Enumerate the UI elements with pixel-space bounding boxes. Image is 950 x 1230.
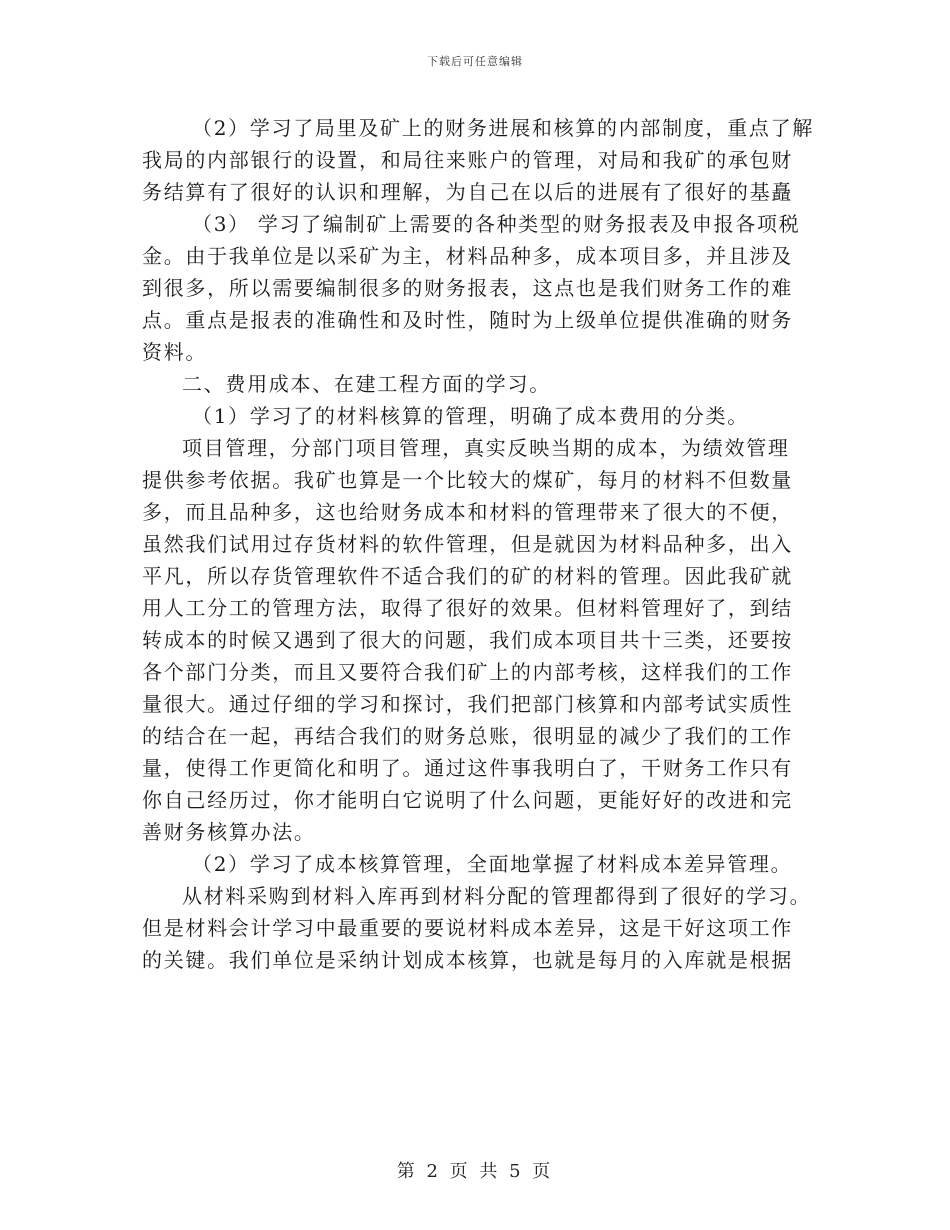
text-line: （1）学习了的材料核算的管理，明确了成本费用的分类。 <box>192 404 749 428</box>
text-line: 量，使得工作更简化和明了。通过这件事我明白了，干财务工作只有 <box>142 756 793 780</box>
text-line: 我局的内部银行的设置，和局往来账户的管理，对局和我矿的承包财 <box>142 148 793 172</box>
text-line: 项目管理，分部门项目管理，真实反映当期的成本，为绩效管理 <box>182 436 790 460</box>
text-line: （2）学习了局里及矿上的财务进展和核算的内部制度，重点了解 <box>192 116 815 140</box>
text-line: 从材料采购到材料入库再到材料分配的管理都得到了很好的学习。 <box>182 884 812 908</box>
page-header: 下载后可任意编辑 <box>427 55 523 68</box>
text-line: 你自己经历过，你才能明白它说明了什么问题，更能好好的改进和完 <box>142 788 793 812</box>
text-line: 金。由于我单位是以采矿为主，材料品种多，成本项目多，并且涉及 <box>142 244 793 268</box>
page-number: 第 2 页 共 5 页 <box>396 1161 554 1182</box>
text-line: 的结合在一起，再结合我们的财务总账，很明显的减少了我们的工作 <box>142 724 793 748</box>
text-line: 用人工分工的管理方法，取得了很好的效果。但材料管理好了，到结 <box>142 596 793 620</box>
text-line: 资料。 <box>142 340 208 364</box>
text-line: 各个部门分类，而且又要符合我们矿上的内部考核，这样我们的工作 <box>142 660 793 684</box>
text-line: 量很大。通过仔细的学习和探讨，我们把部门核算和内部考试实质性 <box>142 692 793 716</box>
text-line: 的关键。我们单位是采纳计划成本核算，也就是每月的入库就是根据 <box>142 948 793 972</box>
text-line: 善财务核算办法。 <box>142 820 316 844</box>
text-line: 平凡，所以存货管理软件不适合我们的矿的材料的管理。因此我矿就 <box>142 564 793 588</box>
text-line: 转成本的时候又遇到了很大的问题，我们成本项目共十三类，还要按 <box>142 628 793 652</box>
section-heading: 二、费用成本、在建工程方面的学习。 <box>182 372 551 396</box>
text-line: 虽然我们试用过存货材料的软件管理，但是就因为材料品种多，出入 <box>142 532 793 556</box>
text-line: 但是材料会计学习中最重要的要说材料成本差异，这是干好这项工作 <box>142 916 793 940</box>
text-line: （3） 学习了编制矿上需要的各种类型的财务报表及申报各项税 <box>192 212 801 236</box>
text-line: 提供参考依据。我矿也算是一个比较大的煤矿，每月的材料不但数量 <box>142 468 793 492</box>
text-line: 多，而且品种多，这也给财务成本和材料的管理带来了很大的不便， <box>142 500 793 524</box>
text-line: 到很多，所以需要编制很多的财务报表，这点也是我们财务工作的难 <box>142 276 793 300</box>
text-line: 务结算有了很好的认识和理解，为自己在以后的进展有了很好的基矗 <box>142 180 793 204</box>
text-line: 点。重点是报表的准确性和及时性，随时为上级单位提供准确的财务 <box>142 308 793 332</box>
text-line: （2）学习了成本核算管理，全面地掌握了材料成本差异管理。 <box>192 852 793 876</box>
document-body <box>142 112 815 976</box>
